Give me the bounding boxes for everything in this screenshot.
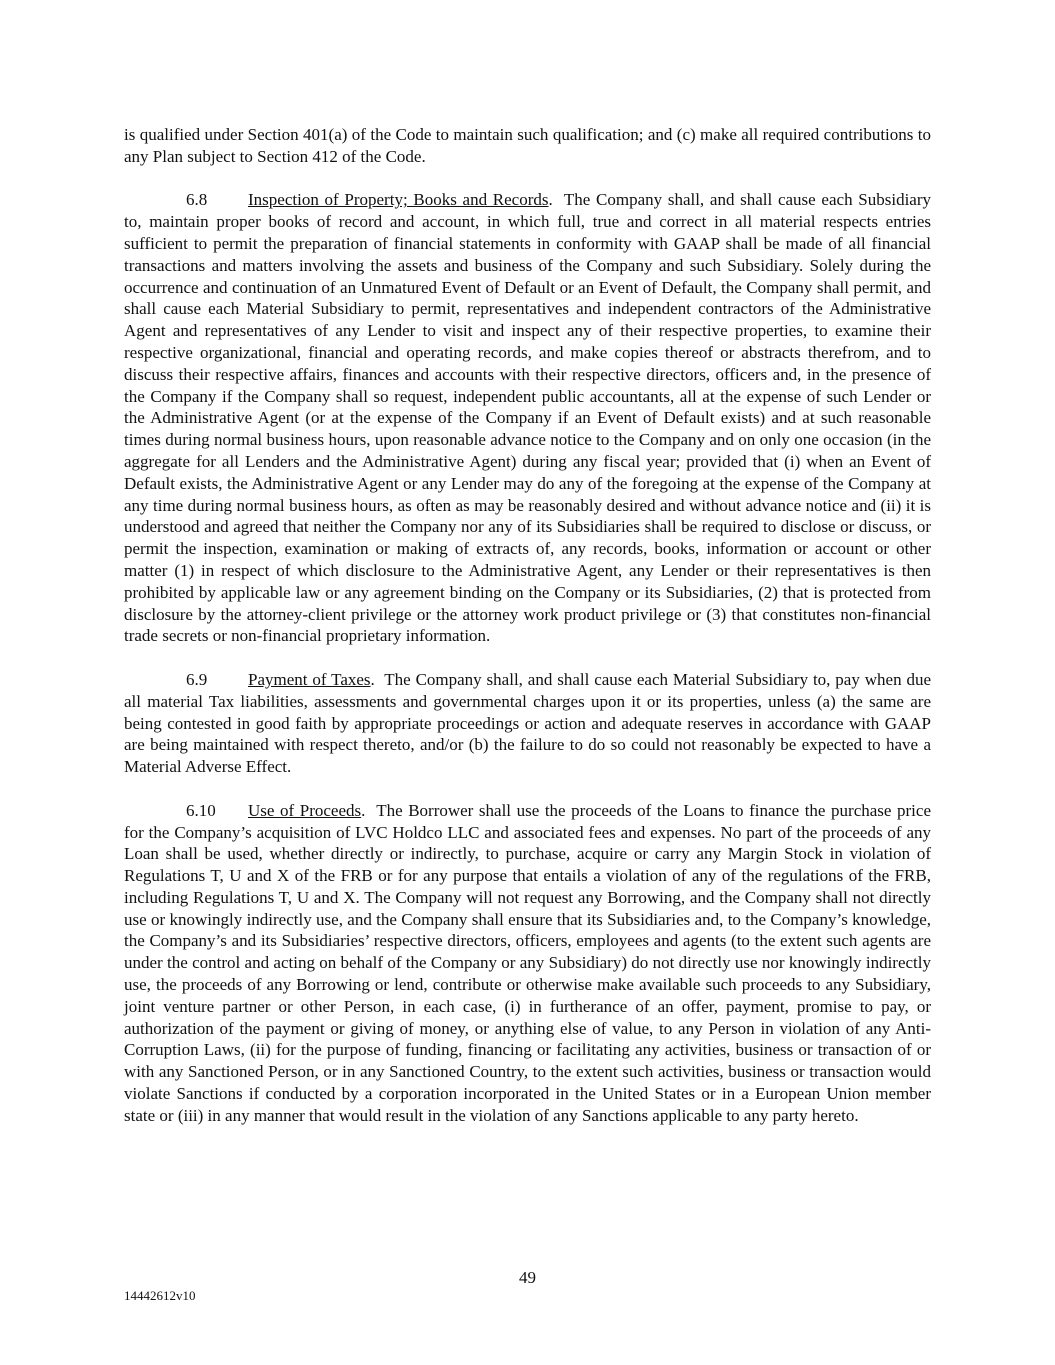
intro-paragraph: is qualified under Section 401(a) of the Code to maintain such qualification; and (c) make all required contributions to any Plan subject to Section 412 of the Code.: [124, 125, 931, 166]
document-body: [124, 124, 931, 1148]
section-title: Use of Proceeds: [248, 800, 362, 820]
section-title-end: .: [370, 669, 385, 689]
section-number: 6.8: [186, 190, 208, 210]
section-body: The Company shall, and shall cause each Material Subsidiary to, pay when due all material Tax liabilities, assessments and governmental charges upon it or its properties, unless (a) the same are being contested in good faith by appropriate proceedings or action and adequate reserves in accordance with GAAP are being maintained with respect thereto, and/or (b) the failure to do so could not reasonably be expected to have a Material Adverse Effect.: [124, 669, 931, 777]
page-number: 49: [519, 1268, 536, 1287]
section-number: 6.10: [186, 800, 216, 820]
section-6-8: [124, 189, 931, 647]
section-title: Payment of Taxes: [248, 669, 371, 689]
section-6-10: [124, 800, 931, 1127]
document-id: 14442612v10: [124, 1288, 196, 1303]
section-title-end: .: [361, 800, 377, 820]
section-6-9: [124, 669, 931, 778]
section-title: Inspection of Property; Books and Records: [248, 190, 549, 210]
section-body: The Company shall, and shall cause each Subsidiary to, maintain proper books of record and account, in which full, true and correct in all material respects entries sufficient to permit the preparation of financial statements in conformity with GAAP shall be made of all financial transactions and matters involving the assets and business of the Company and such Subsidiary. Solely during the occurrence and continuation of an Unmatured Event of Default or an Event of Default, the Company shall permit, and shall cause each Material Subsidiary to permit, representatives and independent contractors of the Administrative Agent and representatives of any Lender to visit and inspect any of their respective properties, to examine their respective organizational, financial and operating records, and make copies thereof or abstracts therefrom, and to discuss their respective affairs, finances and accounts with their respective directors, officers and, in the presence of the Company if the Company shall so request, independent public accountants, all at the expense of such Lender or the Administrative Agent (or at the expense of the Company if an Event of Default exists) and at such reasonable times during normal business hours, upon reasonable advance notice to the Company and on only one occasion (in the aggregate for all Lenders and the Administrative Agent) during any fiscal year; provided that (i) when an Event of Default exists, the Administrative Agent or any Lender may do any of the foregoing at the expense of the Company at any time during normal business hours, as often as may be reasonably desired and without advance notice and (ii) it is understood and agreed that neither the Company nor any of its Subsidiaries shall be required to disclose or discuss, or permit the inspection, examination or making of extracts of, any records, books, information or account or other matter (1) in respect of which disclosure to the Administrative Agent, any Lender or their representatives is then prohibited by applicable law or any agreement binding on the Company or its Subsidiaries, (2) that is protected from disclosure by the attorney-client privilege or the attorney work product privilege or (3) that constitutes non-financial trade secrets or non-financial proprietary information.: [124, 190, 931, 646]
section-title-end: .: [548, 190, 564, 210]
section-body: The Borrower shall use the proceeds of the Loans to finance the purchase price for the Company’s acquisition of LVC Holdco LLC and associated fees and expenses. No part of the proceeds of any Loan shall be used, whether directly or indirectly, to purchase, acquire or carry any Margin Stock in violation of Regulations T, U and X of the FRB or for any purpose that entails a violation of any of the regulations of the FRB, including Regulations T, U and X. The Company will not request any Borrowing, and the Company shall not directly use or knowingly indirectly use, and the Company shall ensure that its Subsidiaries and, to the Company’s knowledge, the Company’s and its Subsidiaries’ respective directors, officers, employees and agents (to the extent such agents are under the control and acting on behalf of the Company or any Subsidiary) do not directly use nor knowingly indirectly use, the proceeds of any Borrowing or lend, contribute or otherwise make available such proceeds to any Subsidiary, joint venture partner or other Person, in each case, (i) in furtherance of an offer, payment, promise to pay, or authorization of the payment or giving of money, or anything else of value, to any Person in violation of any Anti-Corruption Laws, (ii) for the purpose of funding, financing or facilitating any activities, business or transaction of or with any Sanctioned Person, or in any Sanctioned Country, to the extent such activities, business or transaction would violate Sanctions if conducted by a corporation incorporated in the United States or in a European Union member state or (iii) in any manner that would result in the violation of any Sanctions applicable to any party hereto.: [124, 800, 931, 1125]
section-number: 6.9: [186, 669, 208, 689]
